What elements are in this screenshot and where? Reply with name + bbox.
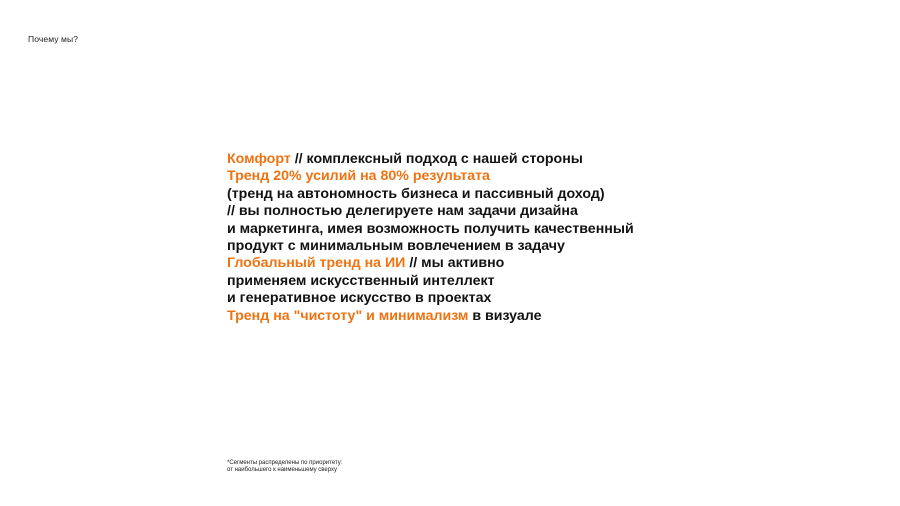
benefit-line	[227, 238, 747, 255]
footnote	[227, 460, 342, 475]
benefit-line	[227, 221, 747, 238]
footnote-line: *Сегменты распределены по приоритету:	[227, 460, 343, 466]
benefit-text: продукт с минимальным вовлечением в задачу	[227, 238, 565, 255]
benefit-text: // вы полностью делегируете нам задачи дизайна	[227, 203, 578, 220]
benefit-text: в визуале	[468, 307, 542, 324]
benefit-highlight: Тренд на "чистоту" и минимализм	[227, 307, 469, 324]
benefit-text: (тренд на автономность бизнеса и пассивный доход)	[227, 185, 605, 202]
benefit-line-pareto	[227, 168, 747, 185]
benefit-line-ai	[227, 255, 747, 272]
benefit-line	[227, 203, 747, 220]
benefit-line-comfort	[227, 151, 747, 168]
benefit-highlight: Глобальный тренд на ИИ	[227, 255, 406, 272]
benefit-line	[227, 290, 747, 307]
benefit-highlight: Тренд 20% усилий на 80% результата	[227, 168, 490, 185]
benefit-highlight: Комфорт	[227, 151, 291, 167]
page-section-label: Почему мы?	[28, 34, 79, 44]
benefit-text: и маркетинга, имея возможность получить качественный	[227, 220, 634, 237]
benefit-text: // мы активно	[405, 255, 505, 272]
benefit-text: применяем искусственный интеллект	[227, 272, 495, 289]
benefit-line	[227, 186, 747, 203]
benefit-line-minimalism	[227, 308, 747, 325]
benefit-text: // комплексный подход с нашей стороны	[290, 151, 583, 167]
benefit-line	[227, 273, 747, 290]
benefits-text-block	[227, 151, 747, 325]
benefit-text: и генеративное искусство в проектах	[227, 290, 492, 307]
footnote-line: от наибольшего к наименьшему сверху	[227, 467, 338, 474]
